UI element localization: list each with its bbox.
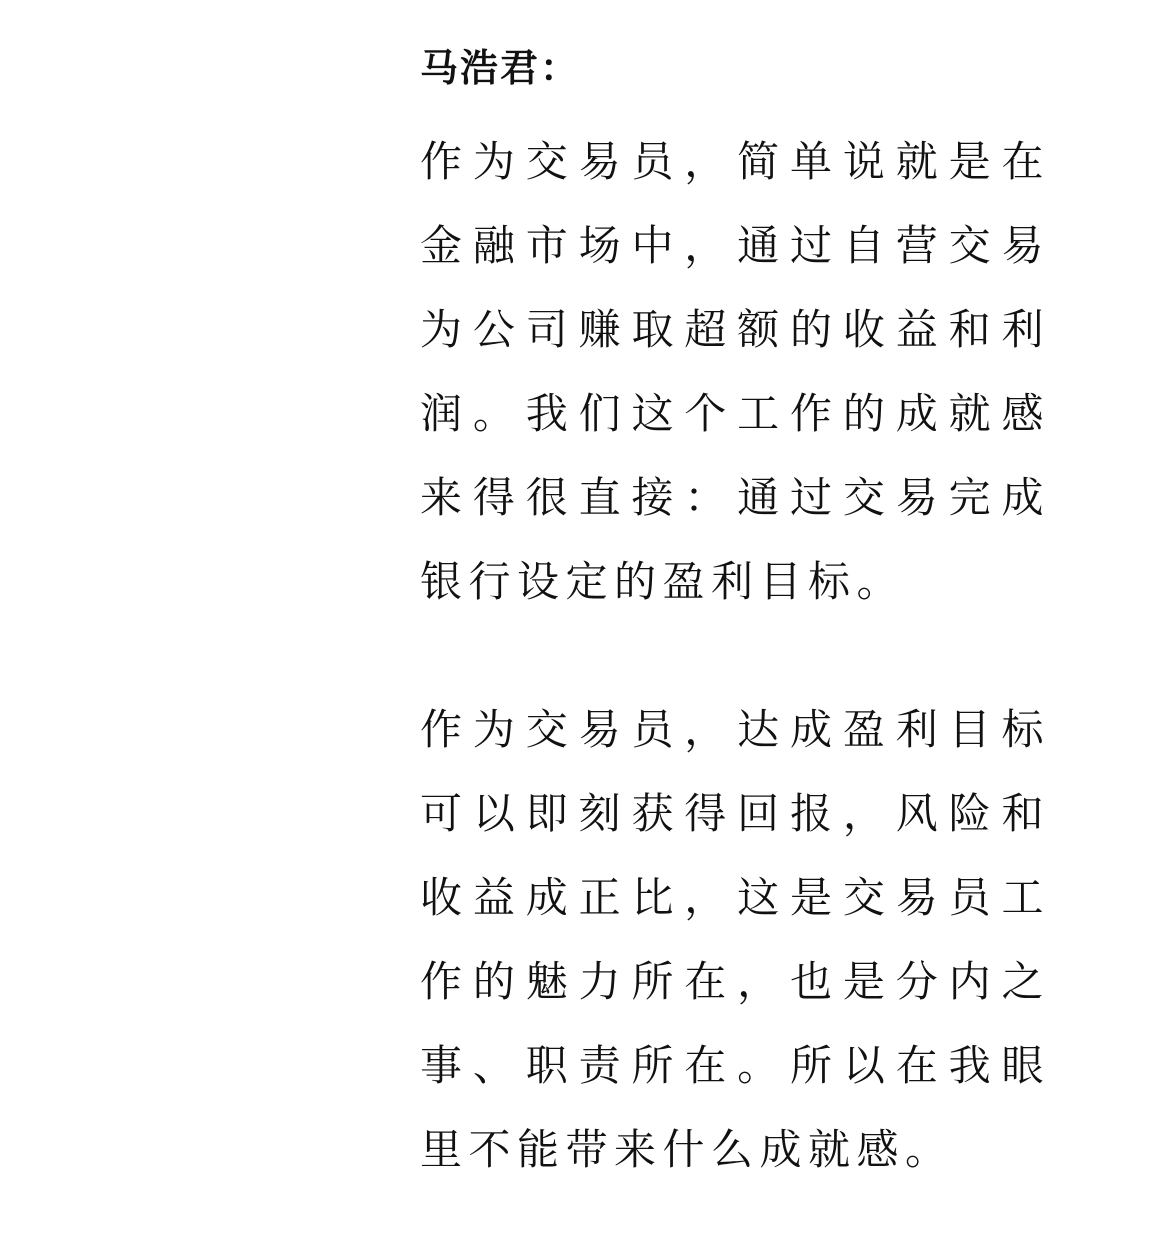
paragraph-2: 作为交易员，达成盈利目标可以即刻获得回报，风险和收益成正比，这是交易员工作的魅力所在，也是分内之事、职责所在。所以在我眼里不能带来什么成就感。 (420, 705, 1050, 1174)
paragraph-1: 作为交易员，简单说就是在金融市场中，通过自营交易为公司赚取超额的收益和利润。我们这个工作的成就感来得很直接：通过交易完成银行设定的盈利目标。 (420, 137, 1050, 606)
article-body (420, 36, 1050, 1192)
speaker-name: 马浩君： (420, 46, 581, 90)
